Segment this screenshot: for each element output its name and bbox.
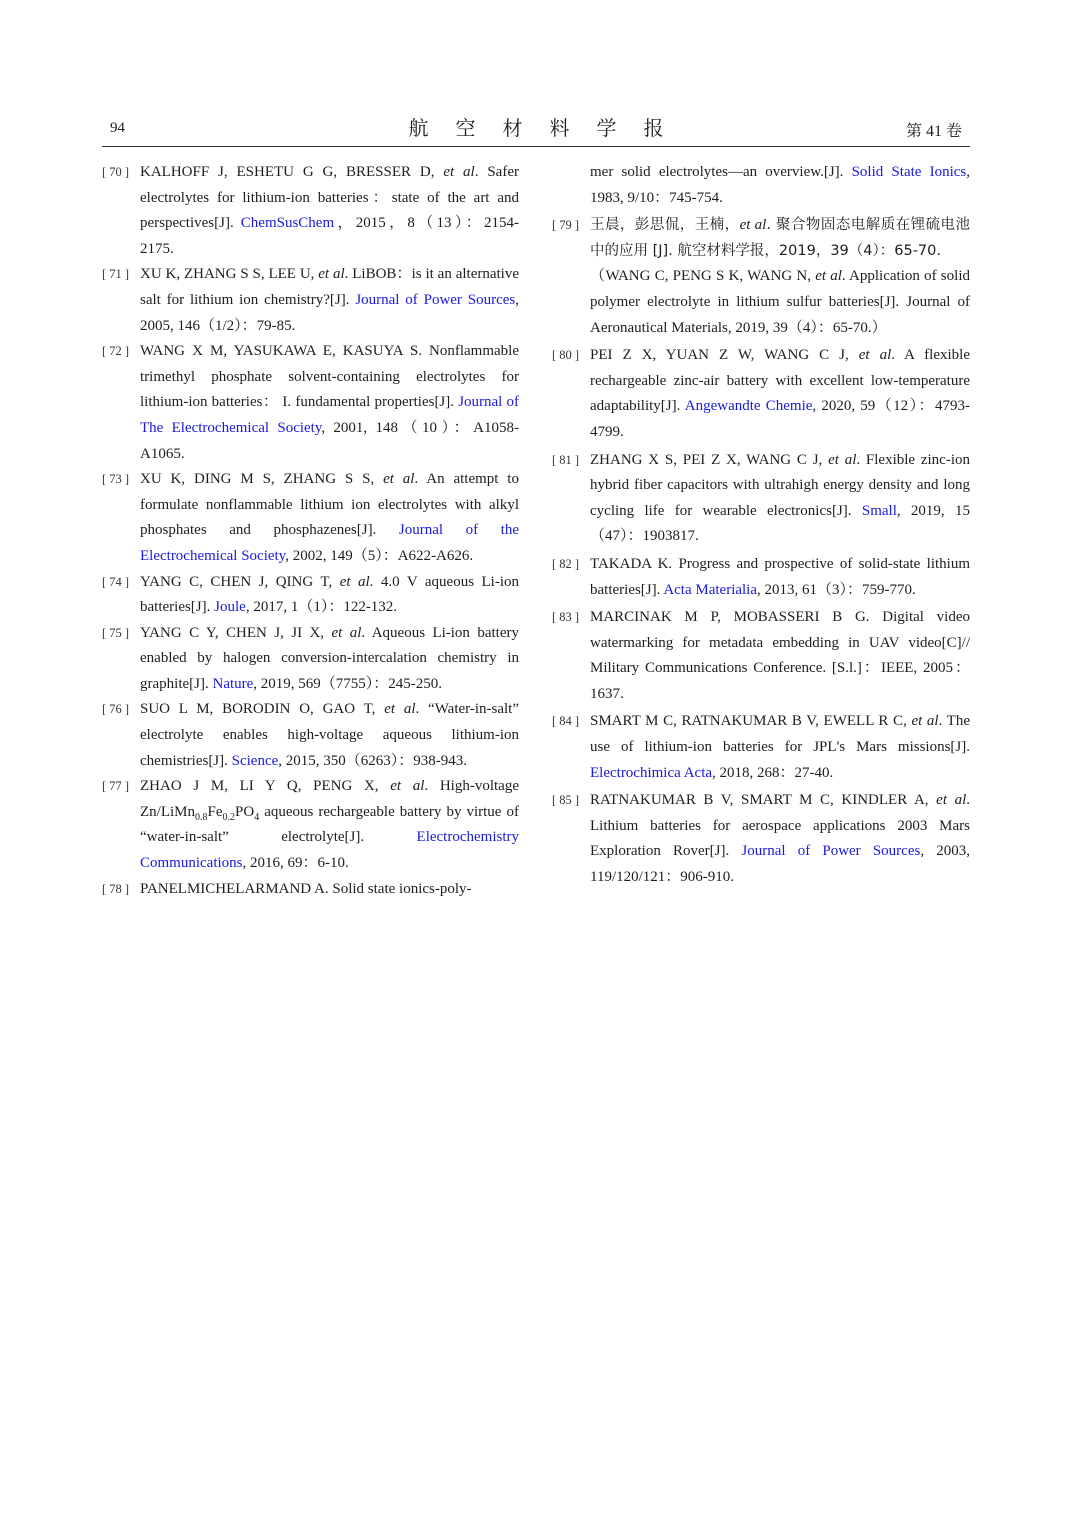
journal-link[interactable]: Joule — [214, 599, 246, 616]
reference-text: . High-voltage Zn/LiMn — [140, 778, 519, 820]
et-al-text: et al — [911, 713, 939, 730]
right-column — [552, 160, 970, 891]
reference-number: [ 76 ] — [102, 702, 130, 717]
journal-link[interactable]: Journal of the Electrochemical Society — [140, 522, 519, 564]
reference-74 — [102, 570, 519, 621]
journal-link[interactable]: Journal of Power Sources — [741, 843, 921, 860]
reference-number: [ 79 ] — [552, 218, 580, 233]
reference-text: , 2019, 15（47）：1903817. — [590, 502, 970, 545]
et-al-text: et al — [739, 217, 767, 234]
reference-text: , 2003, 119/120/121：906-910. — [590, 843, 970, 886]
reference-83 — [552, 605, 970, 707]
et-al-text: et al — [339, 573, 370, 590]
reference-text: , 2015, 350（6263）：938-943. — [278, 752, 468, 769]
reference-text: RATNAKUMAR B V, SMART M C, KINDLER A, — [590, 792, 937, 809]
reference-text: PANELMICHELARMAND A. Solid state ionics-poly- — [140, 880, 472, 897]
reference-text: YANG C, CHEN J, QING T, — [140, 573, 340, 590]
reference-text: , 2018, 268：27-40. — [712, 764, 834, 781]
journal-link[interactable]: ChemSusChem — [240, 215, 335, 232]
reference-number: [ 80 ] — [552, 348, 580, 363]
reference-82 — [552, 552, 970, 603]
reference-text: , 2019, 569（7755）：245-250. — [253, 675, 443, 692]
reference-70 — [102, 160, 519, 262]
et-al-text: et al — [384, 701, 416, 718]
reference-75 — [102, 621, 519, 698]
reference-text: KALHOFF J, ESHETU G G, BRESSER D, — [140, 164, 444, 180]
subscript: 0.2 — [222, 811, 235, 823]
reference-text: MARCINAK M P, MOBASSERI B G. Digital video watermarking for metadata embedding in UAV video[C]// Military Communications Conference. [S.l.]：IEEE, 2005：1637. — [590, 609, 970, 702]
reference-text: aqueous rechargeable battery by virtue of “water-in-salt” electrolyte[J]. — [140, 803, 519, 846]
journal-link[interactable]: Nature — [212, 675, 254, 692]
reference-text: ZHANG X S, PEI Z X, WANG C J, — [590, 451, 829, 468]
reference-72 — [102, 339, 519, 467]
reference-71 — [102, 262, 519, 339]
reference-78 — [102, 877, 519, 903]
reference-text: . Aqueous Li-ion battery enabled by halogen conversion-intercalation chemistry in graphite[J]. — [140, 624, 519, 692]
running-header — [102, 112, 970, 147]
reference-text: SUO L M, BORODIN O, GAO T, — [140, 701, 385, 718]
journal-link[interactable]: Solid State Ionics — [851, 164, 967, 180]
reference-text: XU K, ZHANG S S, LEE U, — [140, 266, 319, 283]
reference-text: . Flexible zinc-ion hybrid fiber capacitors with ultrahigh energy density and long cycling life for wearable electronics[J]. — [590, 451, 970, 519]
journal-link[interactable]: Small — [861, 502, 897, 519]
reference-text: PEI Z X, YUAN Z W, WANG C J, — [590, 347, 859, 364]
et-al-text: et al — [331, 624, 362, 641]
et-al-text: et al — [828, 451, 857, 468]
reference-78-continued — [552, 160, 970, 211]
et-al-text: et al — [383, 471, 415, 488]
et-al-text: et al — [318, 266, 345, 283]
reference-number: [ 73 ] — [102, 472, 130, 487]
reference-text: PO — [235, 803, 255, 820]
reference-text: Fe — [207, 803, 223, 820]
subscript: 4 — [254, 811, 260, 823]
left-column — [102, 160, 519, 902]
reference-73 — [102, 467, 519, 569]
reference-number: [ 72 ] — [102, 344, 130, 359]
reference-text: . Safer electrolytes for lithium-ion batteries：state of the art and perspectives[J]. — [140, 164, 519, 232]
reference-80 — [552, 343, 970, 445]
journal-link[interactable]: Journal of Power Sources — [355, 291, 516, 308]
reference-number: [ 83 ] — [552, 610, 580, 625]
reference-text: . “Water-in-salt” electrolyte enables high-voltage aqueous lithium-ion chemistries[J]. — [140, 701, 519, 769]
reference-text: XU K, DING M S, ZHANG S S, — [140, 471, 384, 488]
reference-text: , 2013, 61（3）：759-770. — [757, 581, 916, 598]
journal-link[interactable]: Electrochemistry Communications — [140, 829, 519, 872]
reference-text: . An attempt to formulate nonflammable lithium ion electrolytes with alkyl phosphates and phosphazenes[J]. — [140, 471, 519, 539]
reference-text: SMART M C, RATNAKUMAR B V, EWELL R C, — [590, 713, 912, 730]
reference-number: [ 85 ] — [552, 793, 580, 808]
reference-text: . The use of lithium-ion batteries for JPL's Mars missions[J]. — [590, 713, 970, 756]
reference-number: [ 71 ] — [102, 267, 130, 282]
reference-number: [ 75 ] — [102, 625, 130, 640]
reference-text: , 2001, 148（10）：A1058-A1065. — [140, 419, 520, 462]
reference-text: TAKADA K. Progress and prospective of solid-state lithium batteries[J]. — [590, 555, 970, 598]
reference-text: , 2020, 59（12）：4793-4799. — [590, 398, 971, 440]
reference-text: , 2005, 146（1/2）：79-85. — [140, 291, 519, 334]
reference-text: . 聚合物固态电解质在锂硫电池中的应用 [J]. 航空材料学报，2019，39（4）：65-70. — [590, 217, 971, 259]
et-al-text: et al — [443, 164, 475, 180]
reference-text: , 2016, 69：6-10. — [242, 855, 349, 872]
reference-84 — [552, 709, 970, 786]
volume-label: 第 41 卷 — [905, 123, 962, 140]
reference-text: YANG C Y, CHEN J, JI X, — [140, 624, 332, 641]
subscript: 0.8 — [195, 811, 208, 823]
reference-text: ZHAO J M, LI Y Q, PENG X, — [140, 778, 391, 795]
reference-76 — [102, 697, 519, 774]
reference-number: [ 77 ] — [102, 779, 130, 794]
reference-text: , 2002, 149（5）：A622-A626. — [285, 547, 474, 564]
journal-link[interactable]: Electrochimica Acta — [590, 764, 713, 781]
reference-number: [ 74 ] — [102, 574, 130, 589]
et-al-text: et al — [390, 778, 425, 795]
reference-81 — [552, 448, 970, 550]
et-al-text: et al — [858, 347, 892, 364]
journal-link[interactable]: Acta Materialia — [663, 581, 758, 598]
et-al-text: et al — [815, 268, 842, 285]
journal-link[interactable]: Angewandte Chemie — [684, 398, 813, 415]
page-number: 94 — [110, 120, 125, 136]
reference-number: [ 78 ] — [102, 881, 130, 896]
reference-77 — [102, 774, 519, 876]
reference-text: mer solid electrolytes—an overview.[J]. — [590, 164, 852, 180]
reference-79 — [552, 213, 970, 341]
reference-text: WANG X M, YASUKAWA E, KASUYA S. Nonflammable trimethyl phosphate solvent-containing electrolytes for lithium-ion batteries： I. fundamental properties[J]. — [140, 343, 519, 411]
journal-link[interactable]: Journal of The Electrochemical Society — [140, 394, 519, 436]
journal-title: 航 空 材 料 学 报 — [408, 118, 675, 140]
reference-text: （WANG C, PENG S K, WANG N, — [590, 268, 816, 285]
reference-text: . Application of solid polymer electrolyte in lithium sulfur batteries[J]. Journal of Aeronautical Materials, 2019, 39（4）：65-70.） — [590, 268, 970, 336]
reference-85 — [552, 788, 970, 890]
et-al-text: et al — [936, 792, 967, 809]
reference-text: . 4.0 V aqueous Li-ion batteries[J]. — [140, 573, 519, 616]
reference-text: 王晨，彭思侃，王楠， — [590, 217, 740, 234]
reference-text: . A flexible rechargeable zinc-air battery with excellent low-temperature adaptability[J]. — [590, 347, 970, 415]
reference-text: , 2017, 1（1）：122-132. — [245, 599, 398, 616]
reference-number: [ 84 ] — [552, 714, 580, 729]
reference-text: . LiBOB：is it an alternative salt for lithium ion chemistry?[J]. — [140, 266, 519, 308]
reference-text: , 1983, 9/10：745-754. — [590, 164, 970, 206]
reference-text: . Lithium batteries for aerospace applications 2003 Mars Exploration Rover[J]. — [590, 792, 970, 860]
reference-number: [ 70 ] — [102, 165, 130, 179]
journal-link[interactable]: Science — [231, 752, 279, 769]
reference-number: [ 82 ] — [552, 556, 580, 571]
reference-text: ，2015，8（13）：2154-2175. — [140, 215, 520, 257]
reference-number: [ 81 ] — [552, 452, 580, 467]
